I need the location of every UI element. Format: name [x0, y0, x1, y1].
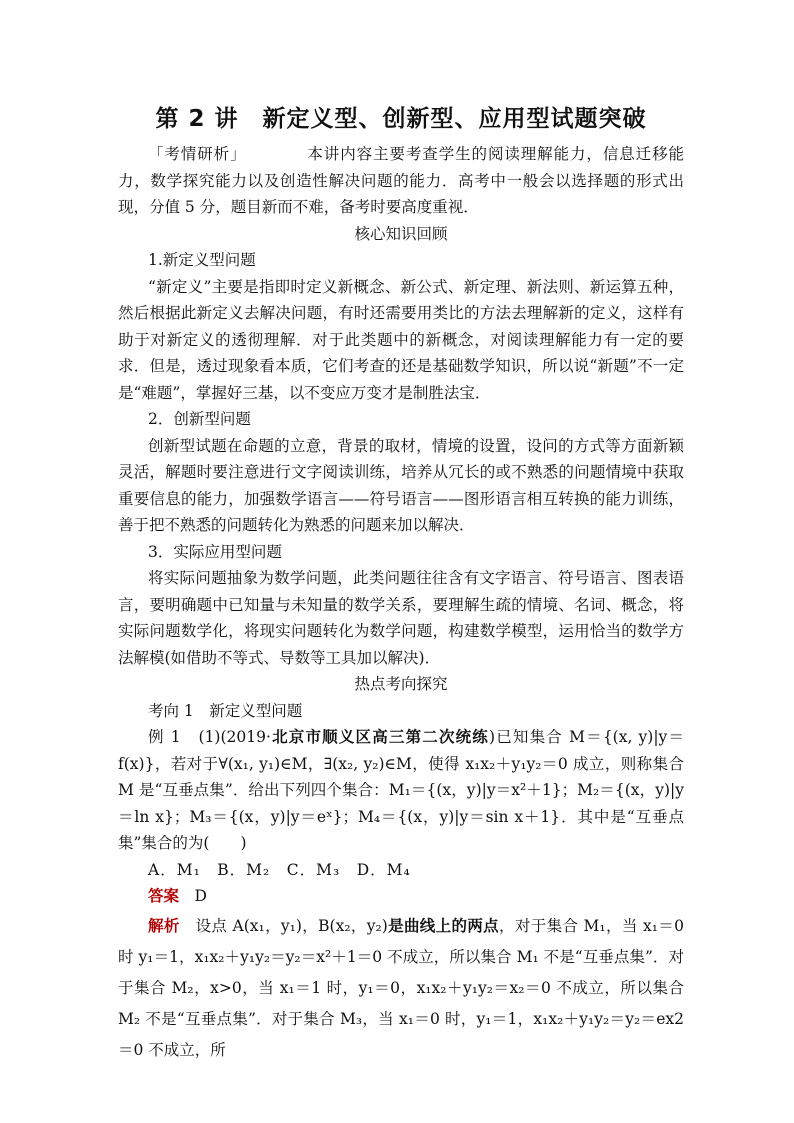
analysis-text-a: 设点 A(x₁，y₁)，B(x₂，y₂)	[195, 916, 388, 935]
analysis-paragraph	[118, 910, 684, 1066]
example-source: 北京市顺义区高三第二次统练	[270, 727, 489, 746]
section-title-core-knowledge: 核心知识回顾	[354, 224, 448, 243]
answer-value: D	[194, 887, 207, 905]
example-label: 例 1 (1)(2019·	[148, 728, 271, 746]
answer-line	[118, 883, 684, 910]
page-title: 第 2 讲 新定义型、创新型、应用型试题突破	[155, 106, 647, 132]
item-text-new-definition: “新定义”主要是指即时定义新概念、新公式、新定理、新法则、新运算五种，然后根据此新定义去解决问题，有时还需要用类比的方法去理解新的定义，这样有助于对新定义的透彻理解．对于此类题中的新概念，对阅读理解能力有一定的要求．但是，透过现象看本质，它们考查的还是基础数学知识，所以说“新题”不一定是“难题”，掌握好三基，以不变应万变才是制胜法宝．	[118, 277, 684, 402]
analysis-label: 解析	[148, 915, 180, 935]
item-text-application: 将实际问题抽象为数学问题，此类问题往往含有文字语言、符号语言、图表语言，要明确题中已知量与未知量的数学关系，要理解生疏的情境、名词、概念，将实际问题数学化，将现实问题转化为数学问题，构建数学模型，运用恰当的数学方法解模(如借助不等式、导数等工具加以解决)．	[118, 569, 684, 667]
item-heading-new-definition: 1.新定义型问题	[148, 251, 256, 269]
answer-label: 答案	[148, 886, 180, 905]
section-title-hot-topics: 热点考向探究	[354, 675, 448, 693]
direction-heading: 考向 1 新定义型问题	[148, 701, 303, 720]
item-heading-application: 3．实际应用型问题	[148, 542, 282, 561]
intro-text: 本讲内容主要考查学生的阅读理解能力，信息迁移能力，数学探究能力以及创造性解决问题的能力．高考中一般会以选择题的形式出现，分值 5 分，题目新而不难，备考时要高度重视．	[118, 145, 684, 216]
item-text-innovation: 创新型试题在命题的立意，背景的取材，情境的设置，设问的方式等方面新颖灵活，解题时要注意进行文字阅读训练，培养从冗长的或不熟悉的问题情境中获取重要信息的能力，加强数学语言——符号语言——图形语言相互转换的能力训练，善于把不熟悉的问题转化为熟悉的问题来加以解决．	[118, 436, 684, 534]
analysis-text-b: 是曲线上的两点	[387, 915, 500, 935]
intro-tag: 「考情研析」	[148, 145, 247, 163]
analysis-text-c: ，对于集合 M₁，当 x₁＝0 时 y₁＝1，x₁x₂＋y₁y₂＝y₂＝x²＋1＝0 不成立，所以集合 M₁ 不是“互垂点集”．对于集合 M₂，x>0，当 x₁＝1 时，y₁＝0，x₁x₂＋y₁y₂＝x₂＝0 不成立，所以集合 M₂ 不是“互垂点集”．对于集合 M₃，当 x₁＝0 时，y₁＝1，x₁x₂＋y₁y₂＝y₂＝ex2＝0 不成立，所	[118, 916, 684, 1059]
intro-paragraph	[118, 141, 684, 221]
example-text: )已知集合 M＝{(x, y)|y＝f(x)}，若对于∀(x₁, y₁)∈M，∃(x₂, y₂)∈M，使得 x₁x₂＋y₁y₂＝0 成立，则称集合 M 是“互垂点集”．给出下列四个集合：M₁＝{(x，y)|y＝x²＋1}；M₂＝{(x，y)|y＝ln x}；M₃＝{(x，y)|y＝eˣ}；M₄＝{(x，y)|y＝sin x＋1}．其中是“互垂点集”集合的为( )	[118, 728, 684, 852]
item-heading-innovation: 2．创新型问题	[148, 410, 251, 428]
example-paragraph	[118, 724, 684, 857]
example-options: A．M₁ B．M₂ C．M₃ D．M₄	[148, 860, 411, 879]
